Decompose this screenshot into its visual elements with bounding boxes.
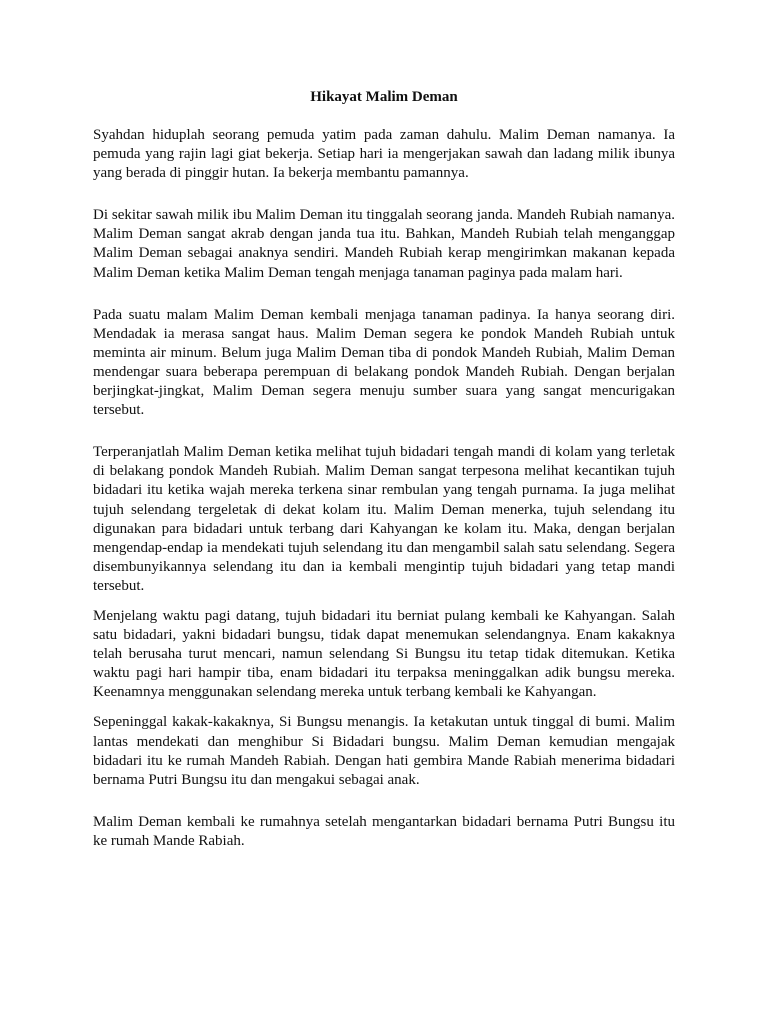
- paragraph-7: Malim Deman kembali ke rumahnya setelah mengantarkan bidadari bernama Putri Bungsu itu ke rumah Mande Rabiah.: [93, 813, 675, 849]
- document-page: [93, 87, 675, 851]
- paragraph-2: Di sekitar sawah milik ibu Malim Deman itu tinggalah seorang janda. Mandeh Rubiah namanya. Malim Deman sangat akrab dengan janda tua itu. Bahkan, Mandeh Rubiah telah menganggap Malim Deman sebagai anaknya sendiri. Mandeh Rubiah kerap mengirimkan makanan kepada Malim Deman ketika Malim Deman tengah menjaga tanaman paginya pada malam hari.: [93, 207, 675, 281]
- paragraph-4: Terperanjatlah Malim Deman ketika melihat tujuh bidadari tengah mandi di kolam yang terletak di belakang pondok Mandeh Rubiah. Malim Deman sangat terpesona melihat kecantikan tujuh bidadari itu ketika wajah mereka terkena sinar rembulan yang tengah purnama. Ia juga melihat tujuh selendang tergeletak di dekat kolam itu. Malim Deman menerka, tujuh selendang itu digunakan para bidadari untuk terbang dari Kahyangan ke kolam itu. Maka, dengan berjalan mengendap-endap ia mendekati tujuh selendang itu dan mengambil salah satu selendang. Segera disembunyikannya selendang itu dan ia kembali mengintip tujuh bidadari yang tetap mandi tersebut.: [93, 444, 675, 594]
- document-title: Hikayat Malim Deman: [310, 89, 458, 105]
- paragraph-1: Syahdan hiduplah seorang pemuda yatim pada zaman dahulu. Malim Deman namanya. Ia pemuda yang rajin lagi giat bekerja. Setiap hari ia mengerjakan sawah dan ladang milik ibunya yang berada di pinggir hutan. Ia bekerja membantu pamannya.: [93, 127, 675, 182]
- paragraph-6: Sepeninggal kakak-kakaknya, Si Bungsu menangis. Ia ketakutan untuk tinggal di bumi. Malim lantas mendekati dan menghibur Si Bidadari bungsu. Malim Deman kemudian mengajak bidadari itu ke rumah Mandeh Rabiah. Dengan hati gembira Mande Rabiah menerima bidadari bernama Putri Bungsu itu dan mengakui sebagai anak.: [93, 714, 675, 788]
- paragraph-3: Pada suatu malam Malim Deman kembali menjaga tanaman padinya. Ia hanya seorang diri. Mendadak ia merasa sangat haus. Malim Deman segera ke pondok Mandeh Rubiah untuk meminta air minum. Belum juga Malim Deman tiba di pondok Mandeh Rubiah, Malim Deman mendengar suara beberapa perempuan di belakang pondok Mandeh Rubiah. Dengan berjalan berjingkat-jingkat, Malim Deman segera menuju sumber suara yang sangat mencurigakan tersebut.: [93, 306, 675, 419]
- paragraph-5: Menjelang waktu pagi datang, tujuh bidadari itu berniat pulang kembali ke Kahyangan. Salah satu bidadari, yakni bidadari bungsu, tidak dapat menemukan selendangnya. Enam kakaknya telah berusaha turut mencari, namun selendang Si Bungsu itu tetap tidak ditemukan. Ketika waktu pagi hari hampir tiba, enam bidadari itu terpaksa meninggalkan adik bungsu mereka. Keenamnya menggunakan selendang mereka untuk terbang kembali ke Kahyangan.: [93, 607, 675, 701]
